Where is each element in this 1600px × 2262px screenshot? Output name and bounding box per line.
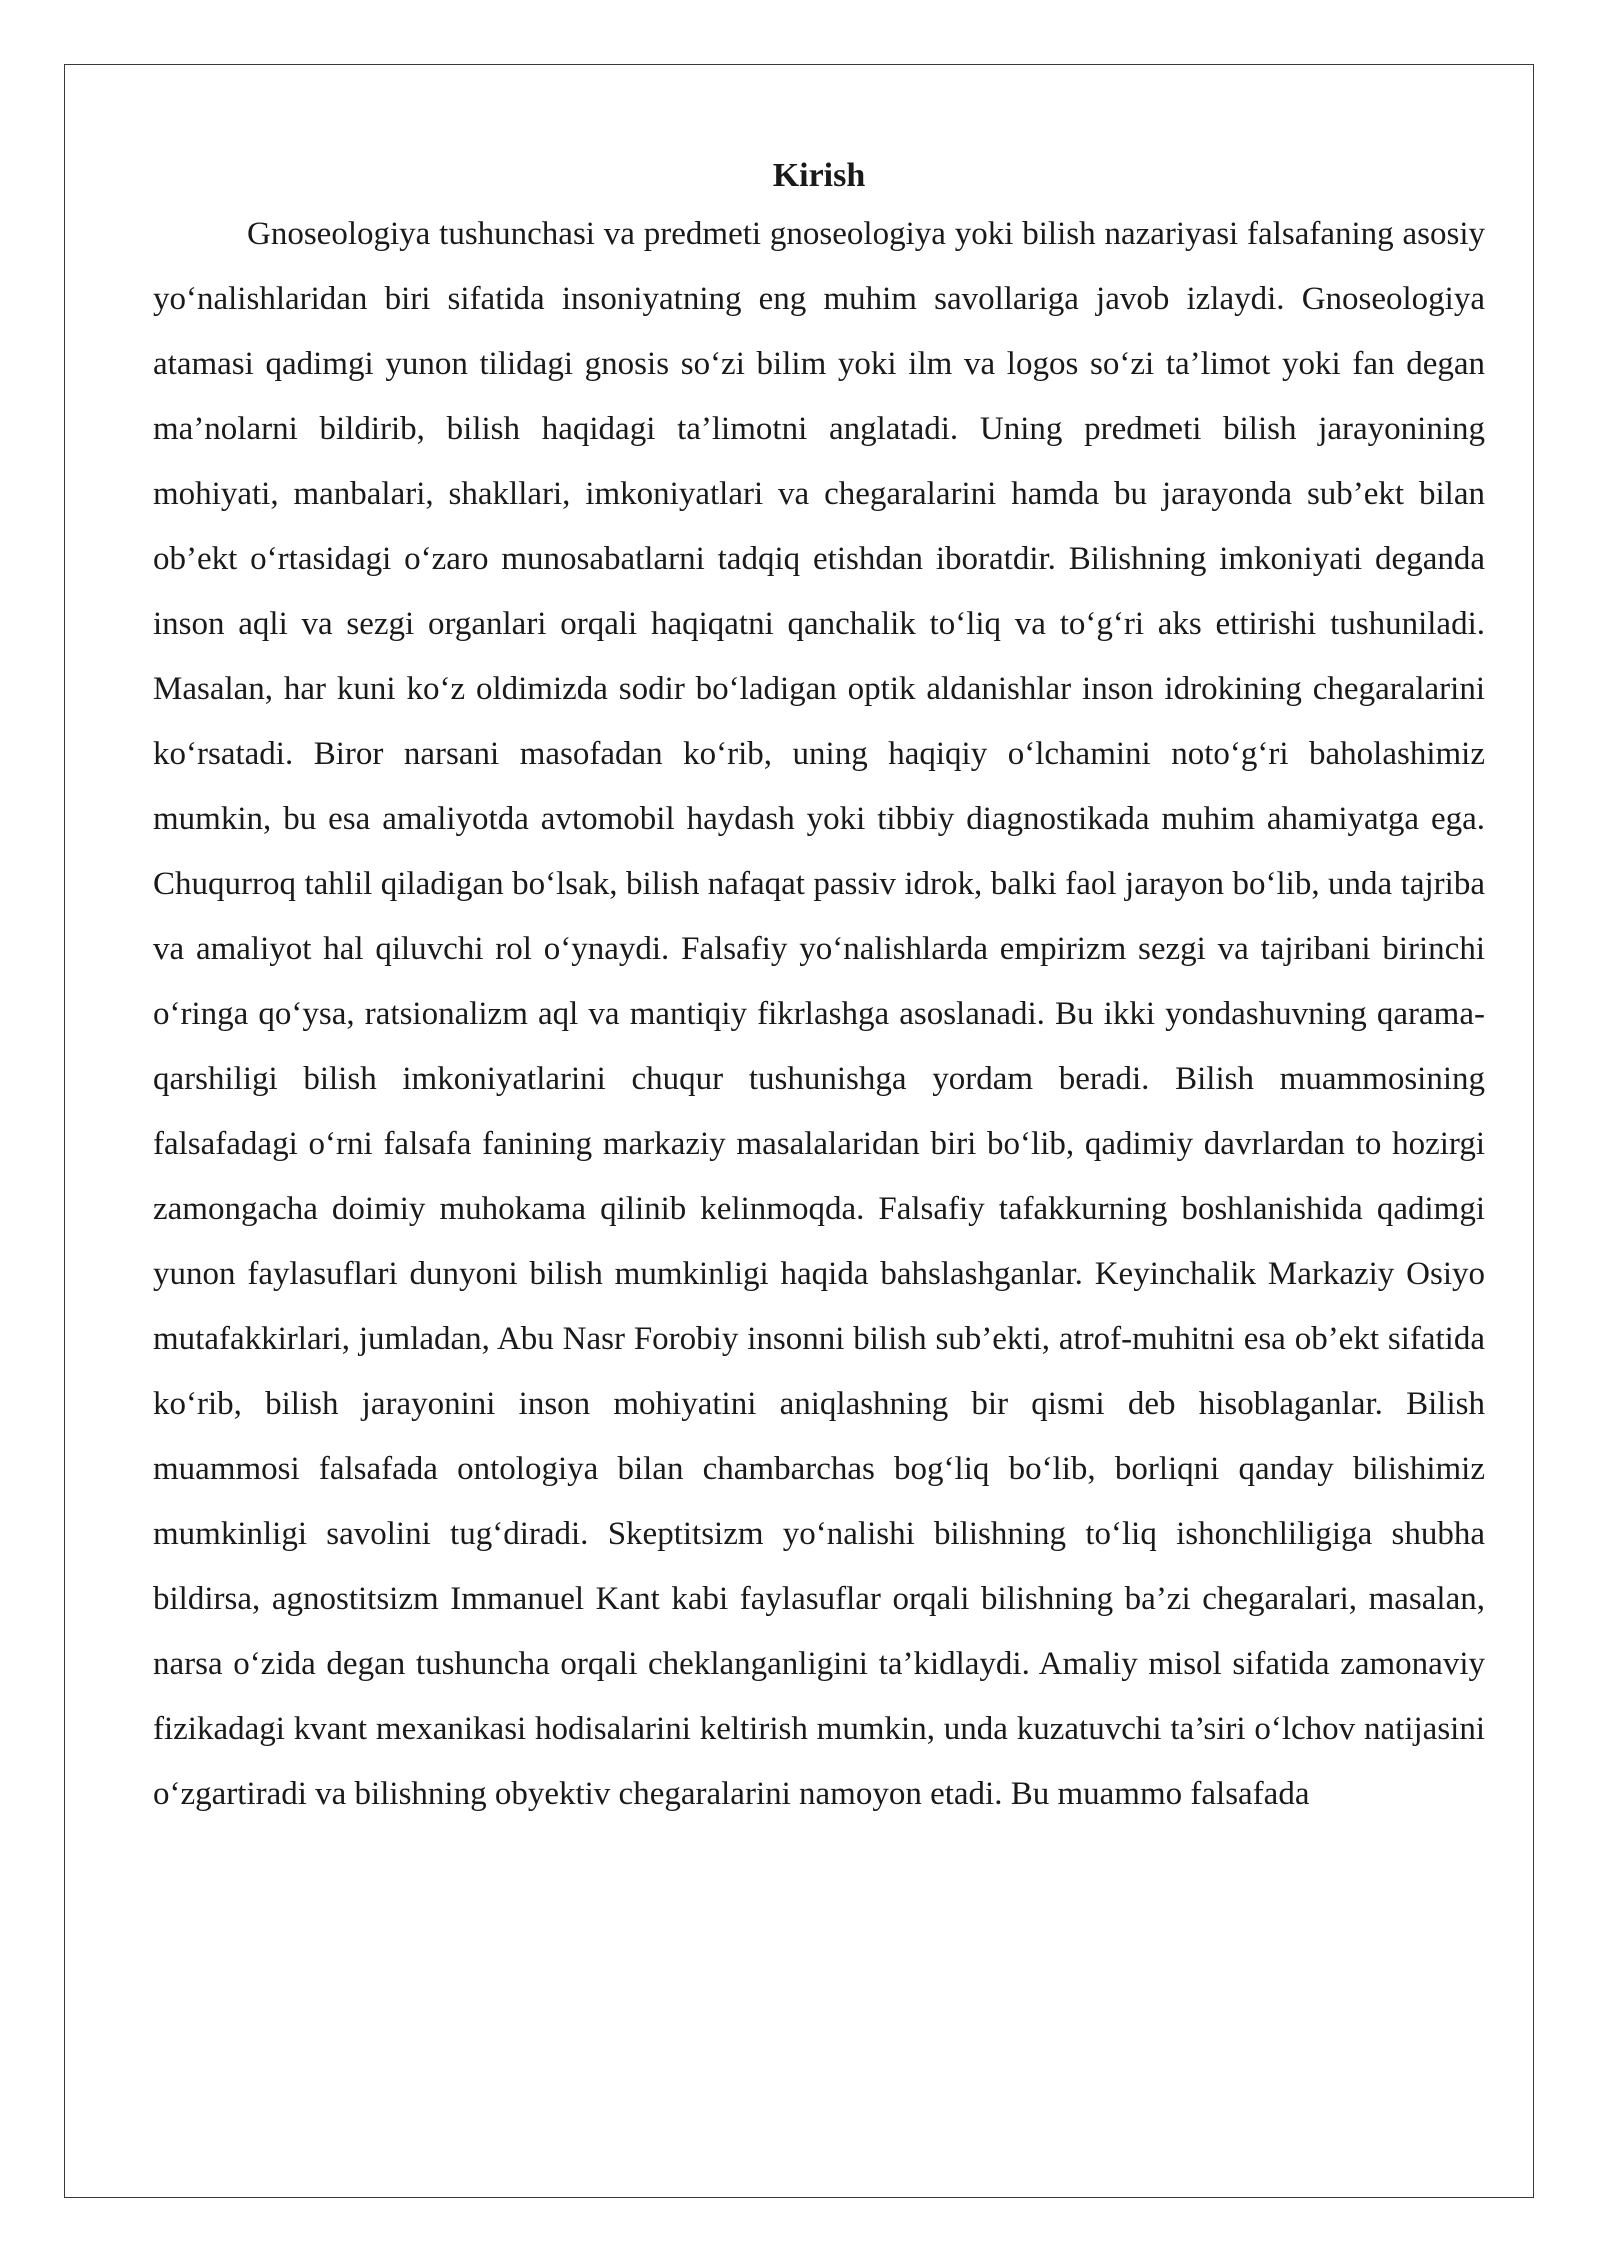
- body-paragraph: Gnoseologiya tushunchasi va predmeti gnoseologiya yoki bilish nazariyasi falsafaning asosiy yo‘nalishlaridan biri sifatida insoniyatning eng muhim savollariga javob izlaydi. Gnoseologiya atamasi qadimgi yunon tilidagi gnosis so‘zi bilim yoki ilm va logos so‘zi ta’limot yoki fan degan ma’nolarni bildirib, bilish haqidagi ta’limotni anglatadi. Uning predmeti bilish jarayonining mohiyati, manbalari, shakllari, imkoniyatlari va chegaralarini hamda bu jarayonda sub’ekt bilan ob’ekt o‘rtasidagi o‘zaro munosabatlarni tadqiq etishdan iboratdir. Bilishning imkoniyati deganda inson aqli va sezgi organlari orqali haqiqatni qanchalik to‘liq va to‘g‘ri aks ettirishi tushuniladi. Masalan, har kuni ko‘z oldimizda sodir bo‘ladigan optik aldanishlar inson idrokining chegaralarini ko‘rsatadi. Biror narsani masofadan ko‘rib, uning haqiqiy o‘lchamini noto‘g‘ri baholashimiz mumkin, bu esa amaliyotda avtomobil haydash yoki tibbiy diagnostikada muhim ahamiyatga ega. Chuqurroq tahlil qiladigan bo‘lsak, bilish nafaqat passiv idrok, balki faol jarayon bo‘lib, unda tajriba va amaliyot hal qiluvchi rol o‘ynaydi. Falsafiy yo‘nalishlarda empirizm sezgi va tajribani birinchi o‘ringa qo‘ysa, ratsionalizm aql va mantiqiy fikrlashga asoslanadi. Bu ikki yondashuvning qarama-qarshiligi bilish imkoniyatlarini chuqur tushunishga yordam beradi. Bilish muammosining falsafadagi o‘rni falsafa fanining markaziy masalalaridan biri bo‘lib, qadimiy davrlardan to hozirgi zamongacha doimiy muhokama qilinib kelinmoqda. Falsafiy tafakkurning boshlanishida qadimgi yunon faylasuflari dunyoni bilish mumkinligi haqida bahslashganlar. Keyinchalik Markaziy Osiyo mutafakkirlari, jumladan, Abu Nasr Forobiy insonni bilish sub’ekti, atrof-muhitni esa ob’ekt sifatida ko‘rib, bilish jarayonini inson mohiyatini aniqlashning bir qismi deb hisoblaganlar. Bilish muammosi falsafada ontologiya bilan chambarchas bog‘liq bo‘lib, borliqni qanday bilishimiz mumkinligi savolini tug‘diradi. Skeptitsizm yo‘nalishi bilishning to‘liq ishonchliligiga shubha bildirsa, agnostitsizm Immanuel Kant kabi faylasuflar orqali bilishning ba’zi chegaralari, masalan, narsa o‘zida degan tushuncha orqali cheklanganligini ta’kidlaydi. Amaliy misol sifatida zamonaviy fizikadagi kvant mexanikasi hodisalarini keltirish mumkin, unda kuzatuvchi ta’siri o‘lchov natijasini o‘zgartiradi va bilishning obyektiv chegaralarini namoyon etadi. Bu muammo falsafada: [153, 216, 1485, 1812]
- document-content: [153, 150, 1485, 1827]
- section-heading: Kirish: [772, 157, 866, 194]
